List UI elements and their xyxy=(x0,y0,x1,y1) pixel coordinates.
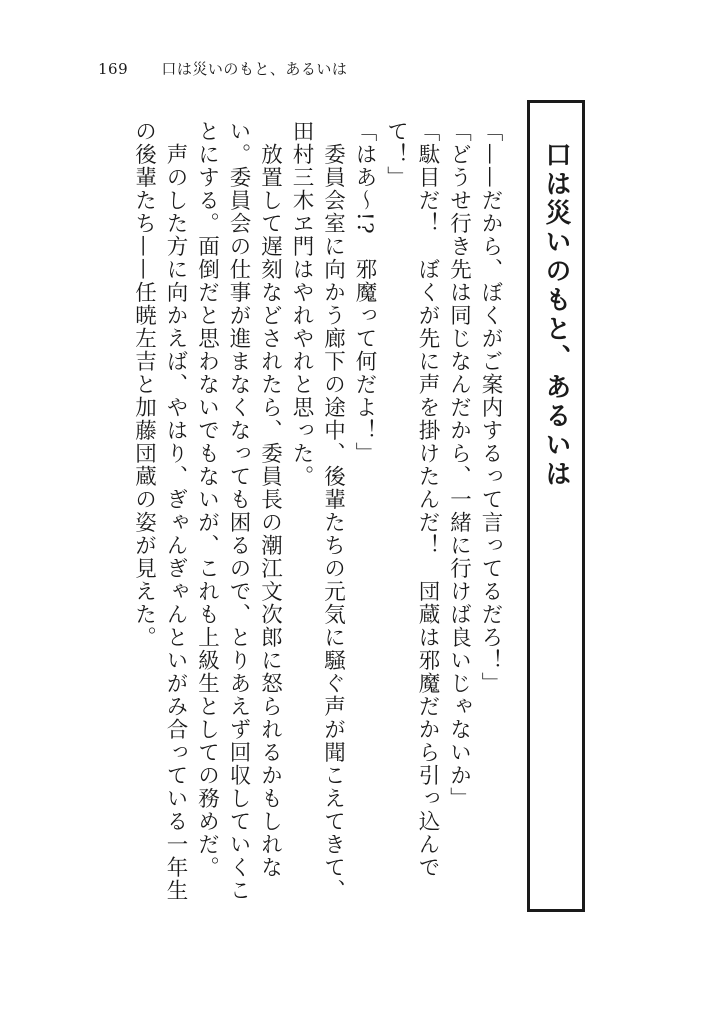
paragraph: 「どうせ行き先は同じなんだから、一緒に行けば良いじゃないか」 xyxy=(446,120,472,810)
paragraph: 「駄目だ！ ぼくが先に声を掛けたんだ！ 団蔵は邪魔だから引っ込んでて！」 xyxy=(383,120,440,879)
paragraph: 声のした方に向かえば、やはり、ぎゃんぎゃんといがみ合っている一年生の後輩たち——任暁左吉と加藤団蔵の姿が見えた。 xyxy=(131,120,188,902)
body-text xyxy=(96,120,506,910)
paragraph: 委員会室に向かう廊下の途中、後輩たちの元気に騒ぐ声が聞こえてきて、田村三木ヱ門はやれやれと思った。 xyxy=(289,120,346,902)
running-header xyxy=(98,58,347,80)
paragraph: 「——だから、ぼくがご案内するって言ってるだろ！」 xyxy=(478,120,503,695)
running-title: 口は災いのもと、あるいは xyxy=(161,60,348,78)
paragraph: 「はあ〜!? 邪魔って何だよ！」 xyxy=(352,120,377,466)
chapter-title: 口は災いのもと、あるいは xyxy=(541,141,571,489)
page-number: 169 xyxy=(98,60,129,78)
paragraph: 放置して遅刻などされたら、委員長の潮江文次郎に怒られるかもしれない。委員会の仕事が進まなくなっても困るので、とりあえず回収していくことにする。面倒だと思わないでもないが、これも上級生としての務めだ。 xyxy=(194,120,283,902)
chapter-title-box xyxy=(527,100,585,912)
